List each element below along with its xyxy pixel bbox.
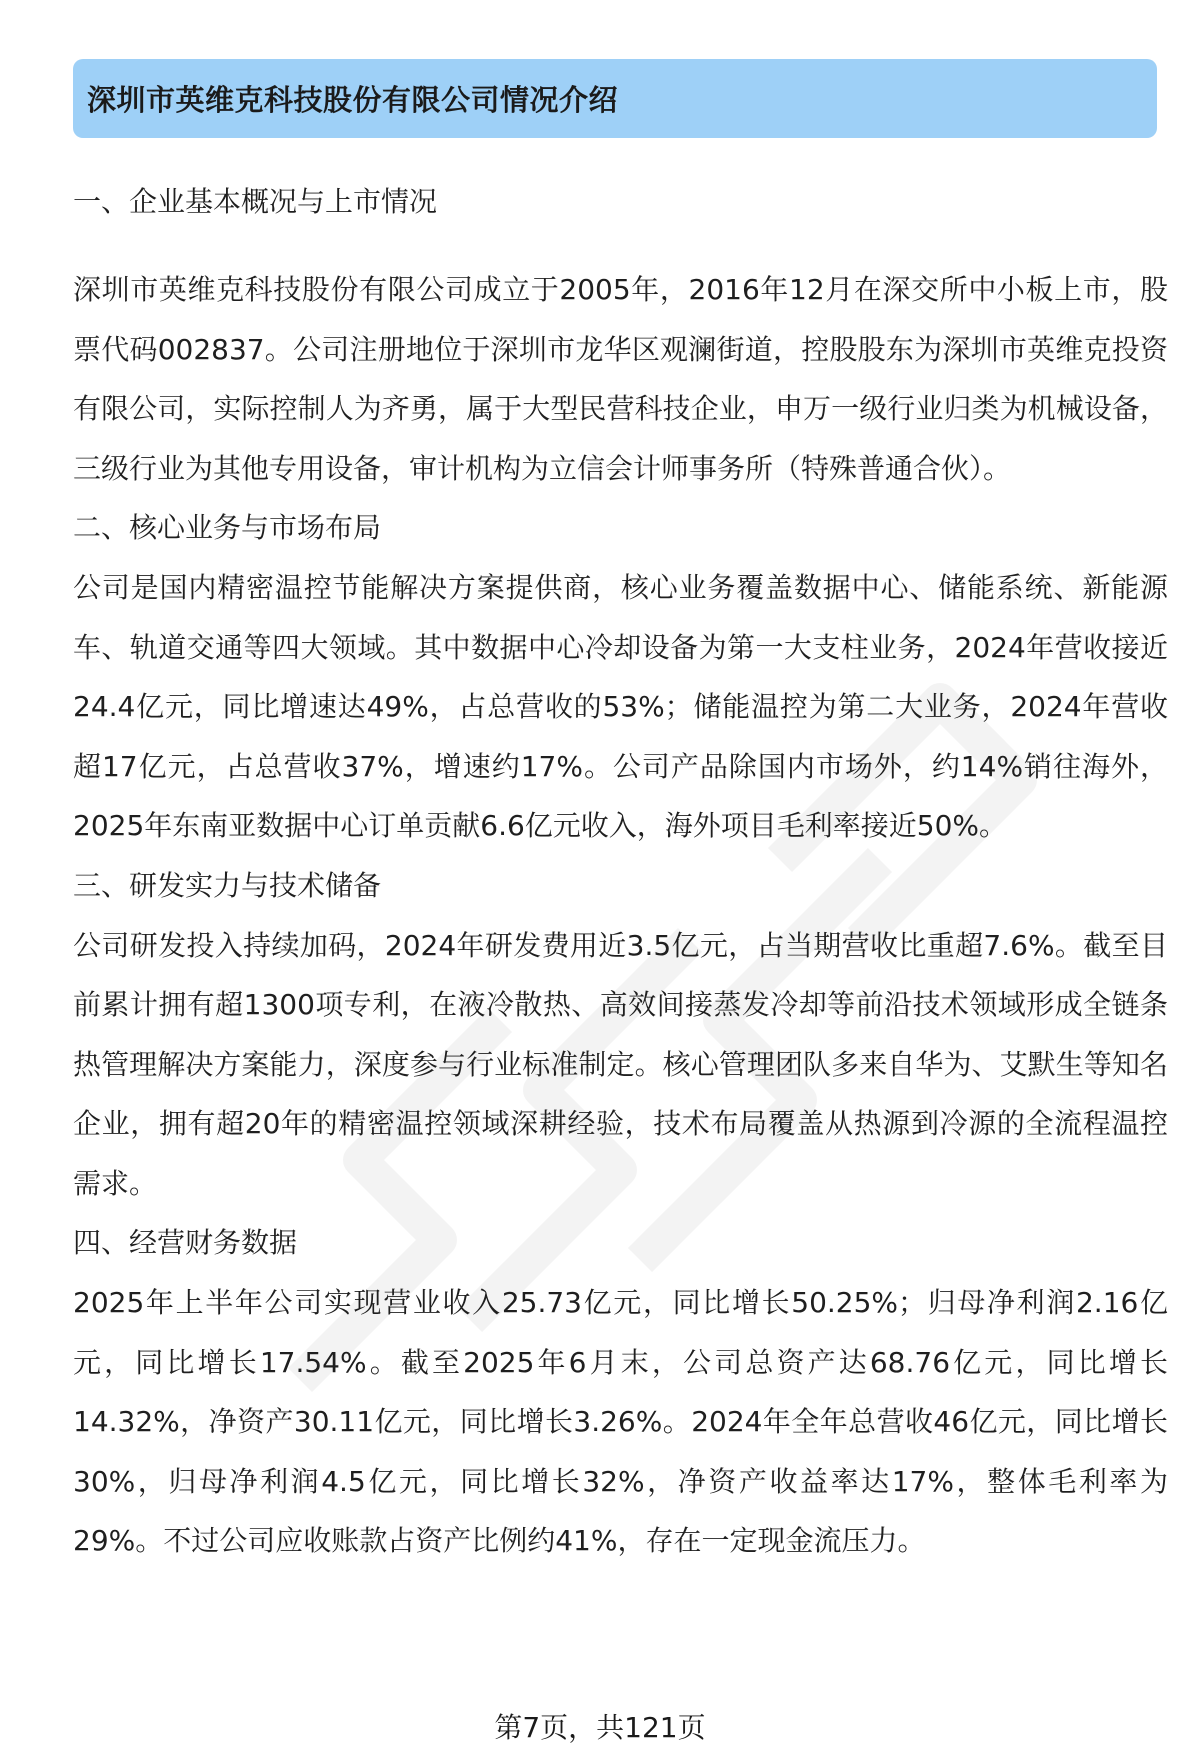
section-paragraph-overview: 深圳市英维克科技股份有限公司成立于2005年，2016年12月在深交所中小板上市，股票代码002837。公司注册地位于深圳市龙华区观澜街道，控股股东为深圳市英维克投资有限公司，实际控制人为齐勇，属于大型民营科技企业，申万一级行业归类为机械设备，三级行业为其他专用设备，审计机构为立信会计师事务所（特殊普通合伙）。 [73, 273, 1168, 485]
section-paragraph-rnd: 公司研发投入持续加码，2024年研发费用近3.5亿元，占当期营收比重超7.6%。截至目前累计拥有超1300项专利，在液冷散热、高效间接蒸发冷却等前沿技术领域形成全链条热管理解决方案能力，深度参与行业标准制定。核心管理团队多来自华为、艾默生等知名企业，拥有超20年的精密温控领域深耕经验，技术布局覆盖从热源到冷源的全流程温控需求。 [73, 928, 1168, 1200]
section-heading-finance: 四、经营财务数据 [73, 1226, 298, 1259]
section-heading-overview: 一、企业基本概况与上市情况 [73, 185, 438, 218]
section-heading-business: 二、核心业务与市场布局 [73, 511, 382, 544]
section-paragraph-business: 公司是国内精密温控节能解决方案提供商，核心业务覆盖数据中心、储能系统、新能源车、轨道交通等四大领域。其中数据中心冷却设备为第一大支柱业务，2024年营收接近24.4亿元，同比增速达49%，占总营收的53%；储能温控为第二大业务，2024年营收超17亿元，占总营收37%，增速约17%。公司产品除国内市场外，约14%销往海外，2025年东南亚数据中心订单贡献6.6亿元收入，海外项目毛利率接近50%。 [73, 571, 1168, 842]
page-number: 第7页，共121页 [494, 1711, 706, 1744]
document-title: 深圳市英维克科技股份有限公司情况介绍 [87, 83, 619, 117]
section-paragraph-finance: 2025年上半年公司实现营业收入25.73亿元，同比增长50.25%；归母净利润2.16亿元，同比增长17.54%。截至2025年6月末，公司总资产达68.76亿元，同比增长14.32%，净资产30.11亿元，同比增长3.26%。2024年全年总营收46亿元，同比增长30%，归母净利润4.5亿元，同比增长32%，净资产收益率达17%，整体毛利率为29%。不过公司应收账款占资产比例约41%，存在一定现金流压力。 [73, 1286, 1168, 1557]
title-banner [73, 59, 1157, 138]
document-body [73, 172, 1168, 1571]
section-heading-rnd: 三、研发实力与技术储备 [73, 868, 382, 902]
